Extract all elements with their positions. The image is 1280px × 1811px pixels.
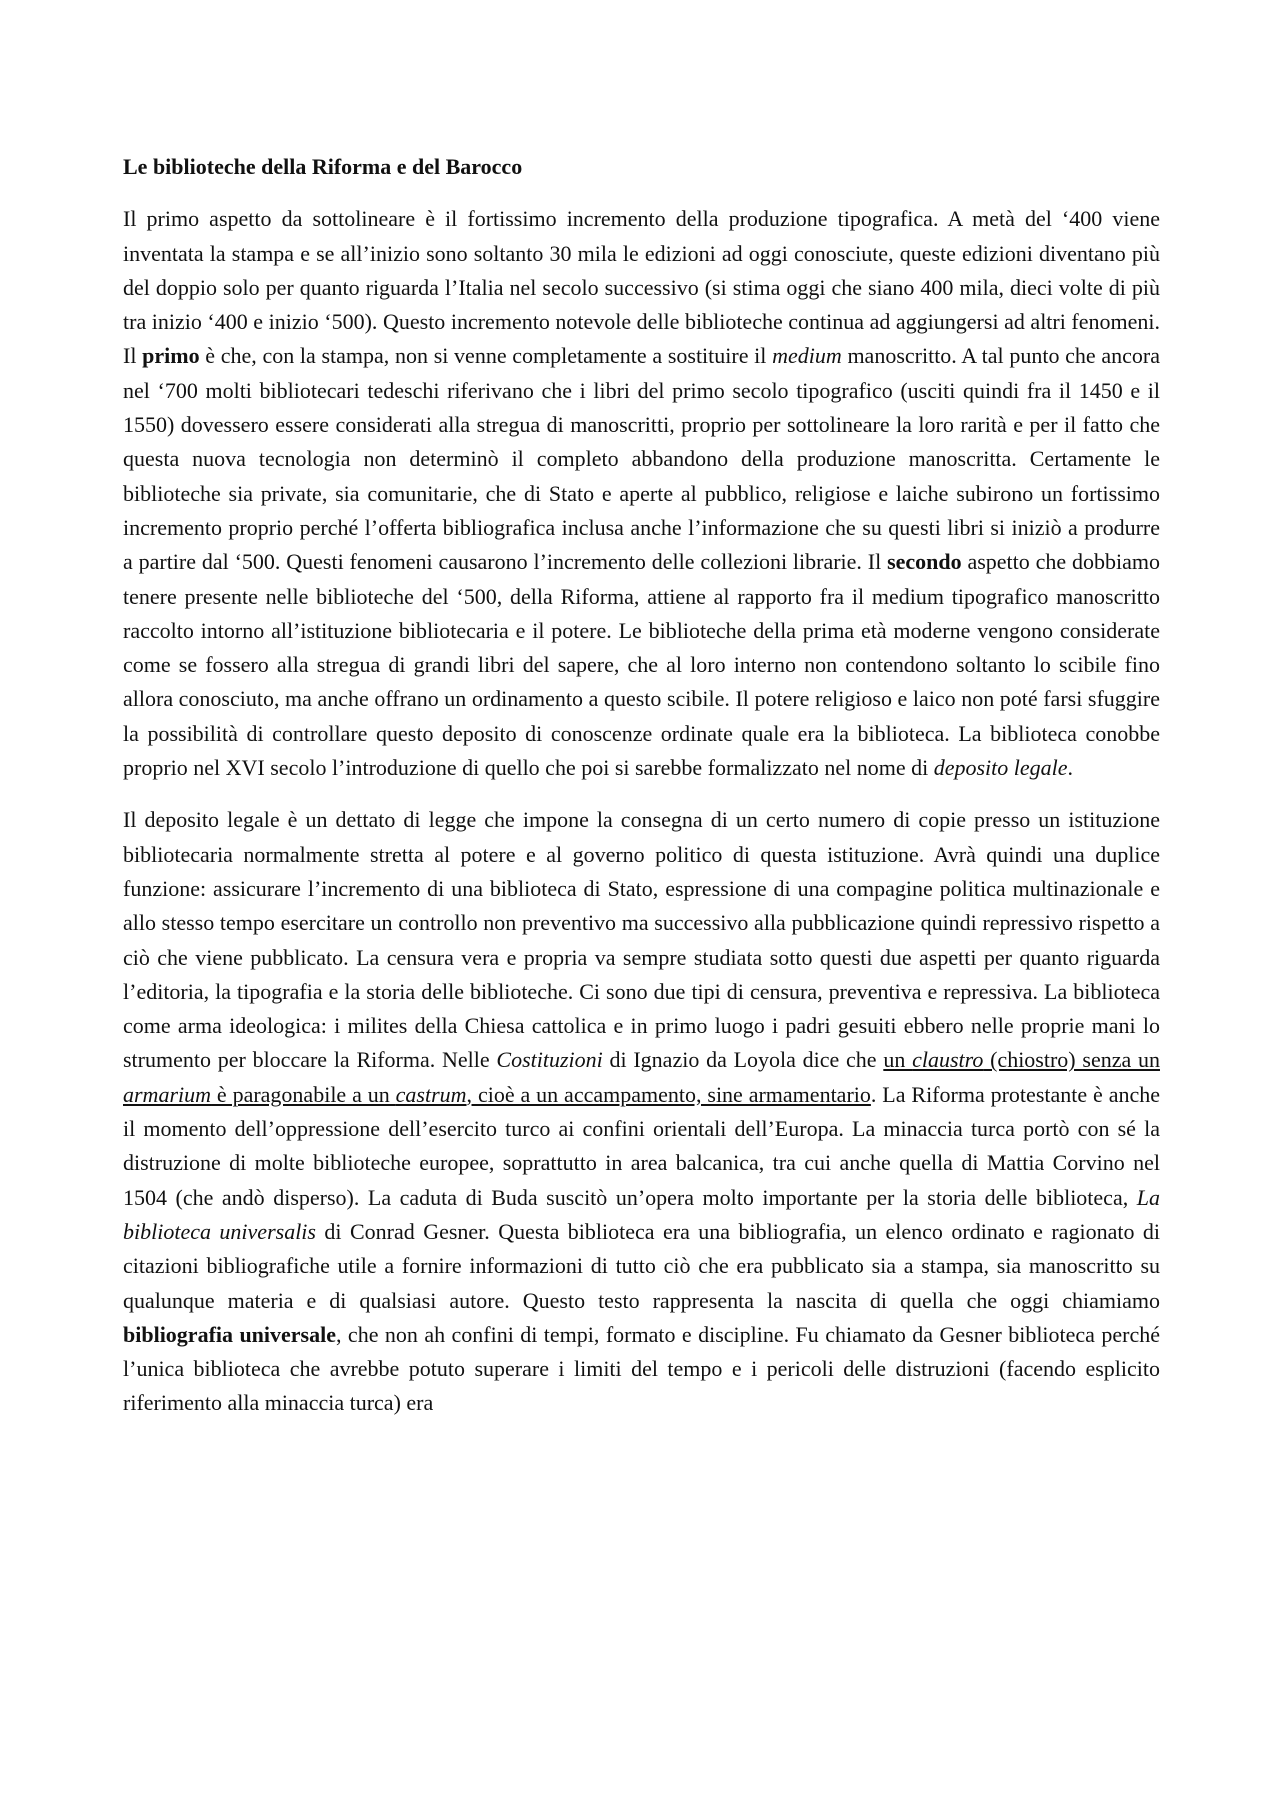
text-run: (chiostro) senza un	[983, 1047, 1160, 1073]
italic-term-deposito-legale: deposito legale	[933, 755, 1068, 781]
document-title: Le biblioteche della Riforma e del Barocco	[123, 154, 523, 179]
bold-term-primo: primo	[142, 343, 200, 369]
text-run: .	[1067, 755, 1074, 781]
text-run: , cioè a un accampamento, sine armamentario	[466, 1081, 871, 1107]
italic-term-armarium: armarium	[123, 1081, 212, 1107]
text-run: un	[883, 1047, 913, 1073]
text-run: di Ignazio da Loyola dice che	[602, 1047, 884, 1073]
italic-term-claustro: claustro	[912, 1047, 984, 1073]
text-run: Il deposito legale è un dettato di legge che impone la consegna di un certo numero di copie presso un istituzione bibliotecaria normalmente stretta al potere e al governo politico di questa istituzione. Avrà quindi una duplice funzione: assicurare l’incremento di una biblioteca di Stato, espressione di una compagine politica multinazionale e allo stesso tempo esercitare un controllo non preventivo ma successivo alla pubblicazione quindi repressivo rispetto a ciò che viene pubblicato. La censura vera e propria va sempre studiata sotto questi due aspetti per quanto riguarda l’editoria, la tipografia e la storia delle biblioteche. Ci sono due tipi di censura, preventiva e repressiva. La biblioteca come arma ideologica: i milites della Chiesa cattolica e in primo luogo i padri gesuiti ebbero nelle proprie mani lo strumento per bloccare la Riforma. Nelle	[123, 807, 1160, 1073]
text-run: di Conrad Gesner. Questa biblioteca era una bibliografia, un elenco ordinato e ragionato di citazioni bibliografiche utile a fornire informazioni di tutto ciò che era pubblicato sia a stampa, sia manoscritto su qualunque materia e di qualsiasi autore. Questo testo rappresenta la nascita di quella che oggi chiamiamo	[123, 1218, 1161, 1313]
italic-term-medium: medium	[772, 343, 842, 369]
text-run: è che, con la stampa, non si venne completamente a sostituire il	[199, 343, 773, 369]
document-body	[123, 150, 1160, 1421]
bold-term-secondo: secondo	[887, 549, 962, 575]
text-run: . La Riforma protestante è anche il momento dell’oppressione dell’esercito turco ai confini orientali dell’Europa. La minaccia turca portò con sé la distruzione di molte biblioteche europee, soprattutto in area balcanica, tra cui anche quella di Mattia Corvino nel 1504 (che andò disperso). La caduta di Buda suscitò un’opera molto importante per la storia delle biblioteca,	[123, 1081, 1160, 1210]
italic-title-la-biblioteca-universalis: La biblioteca universalis	[123, 1184, 1160, 1244]
text-run: è paragonabile a un	[211, 1081, 396, 1107]
text-run: , che non ah confini di tempi, formato e discipline. Fu chiamato da Gesner biblioteca perché l’unica biblioteca che avrebbe potuto superare i limiti del tempo e i pericoli delle distruzioni (facendo esplicito riferimento alla minaccia turca) era	[123, 1321, 1160, 1416]
text-run: aspetto che dobbiamo tenere presente nelle biblioteche del ‘500, della Riforma, attiene al rapporto fra il medium tipografico manoscritto raccolto intorno all’istituzione bibliotecaria e il potere. Le biblioteche della prima età moderne vengono considerate come se fossero alla stregua di grandi libri del sapere, che al loro interno non contendono soltanto lo scibile fino allora conosciuto, ma anche offrano un ordinamento a questo scibile. Il potere religioso e laico non poté farsi sfuggire la possibilità di controllare questo deposito di conoscenze ordinate quale era la biblioteca. La biblioteca conobbe proprio nel XVI secolo l’introduzione di quello che poi si sarebbe formalizzato nel nome di	[123, 549, 1160, 781]
text-run: manoscritto. A tal punto che ancora nel ‘700 molti bibliotecari tedeschi riferivano che i libri del primo secolo tipografico (usciti quindi fra il 1450 e il 1550) dovessero essere considerati alla stregua di manoscritti, proprio per sottolineare la loro rarità e per il fatto che questa nuova tecnologia non determinò il completo abbandono della produzione manoscritta. Certamente le biblioteche sia private, sia comunitarie, che di Stato e aperte al pubblico, religiose e laiche subirono un fortissimo incremento proprio perché l’offerta bibliografica inclusa anche l’informazione che su questi libri si iniziò a produrre a partire dal ‘500. Questi fenomeni causarono l’incremento delle collezioni librarie. Il	[123, 343, 1160, 575]
paragraph-1	[123, 202, 1160, 785]
paragraph-2	[123, 803, 1160, 1420]
italic-term-castrum: castrum	[395, 1081, 467, 1107]
bold-term-bibliografia-universale: bibliografia universale	[123, 1321, 336, 1347]
text-run: Il primo aspetto da sottolineare è il fortissimo incremento della produzione tipografica. A metà del ‘400 viene inventata la stampa e se all’inizio sono soltanto 30 mila le edizioni ad oggi conosciute, queste edizioni diventano più del doppio solo per quanto riguarda l’Italia nel secolo successivo (si stima oggi che siano 400 mila, dieci volte di più tra inizio ‘400 e inizio ‘500). Questo incremento notevole delle biblioteche continua ad aggiungersi ad altri fenomeni. Il	[123, 206, 1160, 369]
italic-term-costituzioni: Costituzioni	[496, 1047, 603, 1073]
